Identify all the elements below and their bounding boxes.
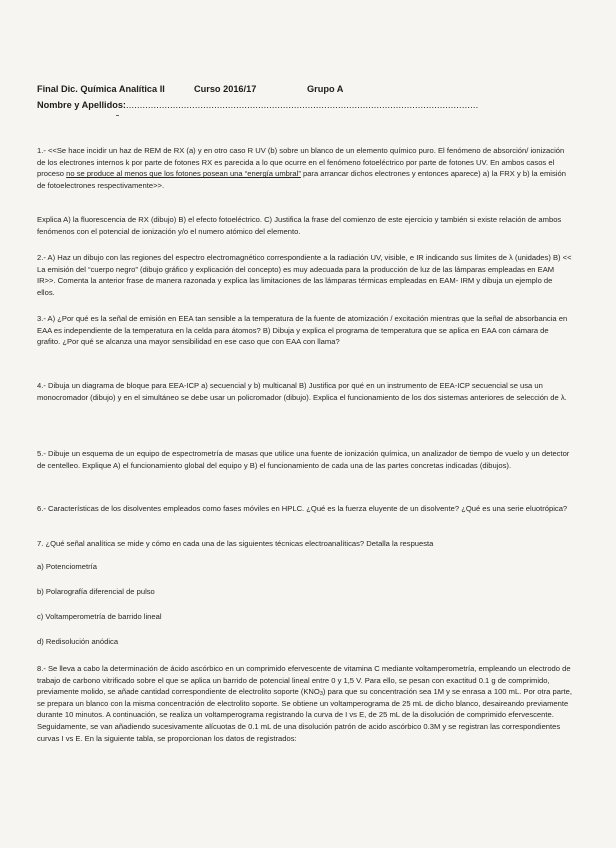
pen-mark [116,115,119,116]
question-2: 2.- A) Haz un dibujo con las regiones del espectro electromagnético correspondiente a la radiación UV, visible, e IR indicando sus límites de λ (unidades) B) << La emisión del “cuerpo negro” (dibujo gráfico y explicación del concepto) es muy adecuada para la producción de luz de las lámparas empleadas en EAM IR>>. Comenta la anterior frase de manera razonada y explica las limitaciones de las lámparas térmicas empleadas en EAM- IRM y dibuja un ejemplo de ellos. [37,253,572,297]
course-label: Curso 2016/17 [194,84,257,94]
student-name-line [37,100,478,110]
q8-subscript: 3 [319,691,323,698]
q1-text-underlined: no se produce al menos que los fotones posean una “energía umbral” [66,169,301,179]
question-4: 4.- Dibuja un diagrama de bloque para EEA-ICP a) secuencial y b) multicanal B) Justifica por qué en un instrumento de EEA-ICP secuencial se usa un monocromador (dibujo) y en el simultáneo se debe usar un policromador (dibujo). Explica el funcionamiento de los dos sistemas anteriores de selección de λ. [37,381,567,402]
exam-title: Final Dic. Química Analítica II [37,84,165,94]
question-3: 3.- A) ¿Por qué es la señal de emisión en EEA tan sensible a la temperatura de la fuente de atomización / excitación mientras que la señal de absorbancia en EAA es independiente de la temperatura en la celda para átomos? B) Dibuja y explica el programa de temperatura que se aplica en EAA con cámara de grafito. ¿Por qué se alcanza una mayor sensibilidad en ese caso que con EAA con llama? [37,314,568,347]
q1-text-b: para arrancar dichos electrones y entonces aparece) a) la FRX y b) la emisión de fotoelectrones respectivamente>>. [37,169,566,190]
question-6: 6.- Características de los disolventes empleados como fases móviles en HPLC. ¿Qué es la fuerza eluyente de un disolvente? ¿Qué es una serie eluotrópica? [37,504,568,513]
question-1 [37,145,572,191]
q7-option-b: b) Polarografía diferencial de pulso [37,587,155,596]
question-5: 5.- Dibuje un esquema de un equipo de espectrometría de masas que utilice una fuente de ionización química, un analizador de tiempo de vuelo y un detector de centelleo. Explique A) el funcionamiento global del equipo y B) el funcionamiento de cada una de las partes concretas indicadas (dibujos). [37,449,570,470]
q7-option-a: a) Potenciometría [37,562,97,571]
question-8 [37,663,572,744]
q1-text-a: 1.- <<Se hace incidir un haz de REM de RX (a) y en otro caso R UV (b) sobre un blanco de un elemento químico puro. El fenómeno de absorción/ ionización de los electrones internos k por parte de fotones RX es parecida a lo que ocurre en el fenómeno fotoeléctrico por parte de fotones UV. En ambos casos el proceso [37,146,565,179]
name-label: Nombre y Apellidos: [37,100,126,110]
q8-text-a: 8.- Se lleva a cabo la determinación de ácido ascórbico en un comprimido efervescente de vitamina C mediante voltamperometría, empleando un electrodo de trabajo de carbono vitrificado sobre el que se aplica un barrido de potencial lineal entre 0 y 1,5 V. Para ello, se pesan con exactitud 0.1 g de comprimido, previamente molido, se añade cantidad correspondiente de electrolito soporte (KNO [37,664,571,697]
question-1-explain: Explica A) la fluorescencia de RX (dibujo) B) el efecto fotoeléctrico. C) Justifica la frase del comienzo de este ejercicio y también si existe relación de ambos fenómenos con el potencial de ionización y/o el numero atómico del elemento. [37,215,562,236]
question-7: 7. ¿Qué señal analítica se mide y cómo en cada una de las siguientes técnicas electroanalíticas? Detalla la respuesta [37,539,434,548]
q7-option-c: c) Voltamperometría de barrido lineal [37,612,162,621]
name-dots: ................................................................................................................................ [126,100,479,110]
q7-option-d: d) Redisolución anódica [37,637,119,646]
group-label: Grupo A [307,84,344,94]
q8-text-b: ) para que su concentración sea 1M y se enrasa a 100 mL. Por otra parte, se prepara un blanco con la misma concentración de electrolito soporte. Se obtiene un voltamperograma de 25 mL de dicho blanco, desaireando previamente durante 10 minutos. A continuación, se realiza un voltamperograma registrando la curva de I vs E, de 25 mL de la disolución de comprimido efervescente. Seguidamente, se van añadiendo sucesivamente alícuotas de 0.1 mL de una disolución patrón de acido ascórbico 0.3M y se registran las correspondientes curvas I vs E. En la siguiente tabla, se proporcionan los datos de registrados: [37,687,572,743]
